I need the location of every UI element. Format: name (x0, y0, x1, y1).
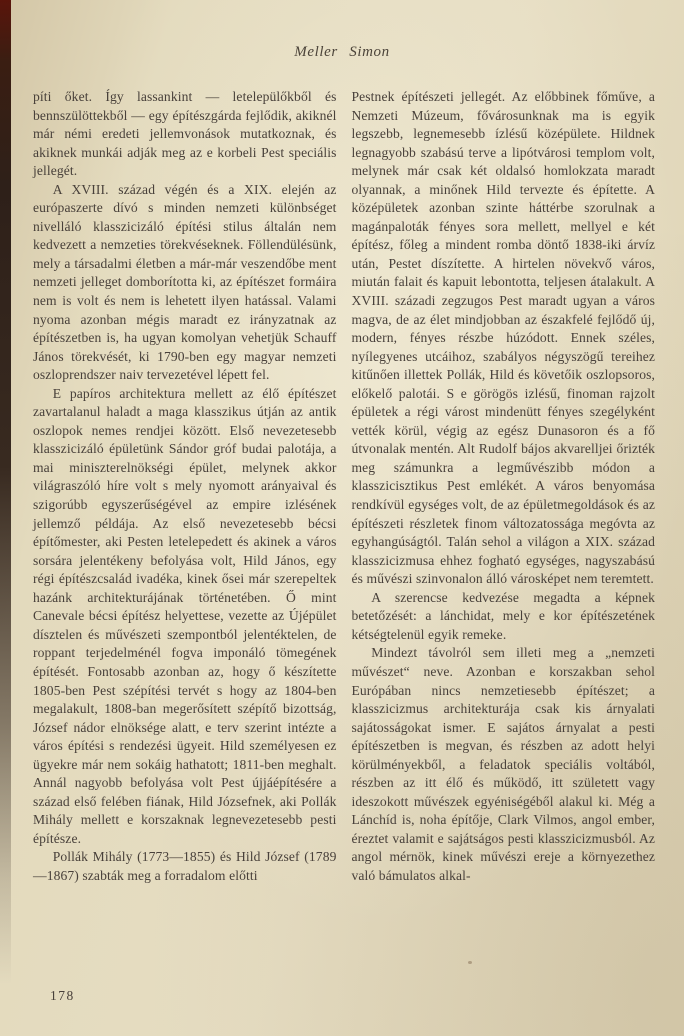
paragraph: A szerencse kedvezése megadta a képnek betetőzését: a lánchidat, mely e kor építészetének kétségtelenül egyik remeke. (351, 589, 655, 642)
running-header: Meller Simon (294, 44, 390, 60)
text-column-right (352, 88, 656, 886)
paragraph: Pestnek építészeti jellegét. Az előbbinek főműve, a Nemzeti Múzeum, fővárosunknak ma is egyik legszebb, legnemesebb ízlésű középülete. Hildnek legnagyobb szabású terve a lipótvárosi templom volt, melynek már csak két oldalsó homlokzata maradt olyannak, a minőnek Hild tervezte és építette. A középületek azonban szinte háttérbe szorulnak a magánpaloták fényes sora mellett, mellyel e két építész, főleg a mindent romba döntő 1838-iki árvíz után, Pestet díszítette. A hirtelen növekvő város, miután falait és kapuit lebontotta, teljesen átalakult. A XVIII. századi zegzugos Pest maradt ugyan a város magva, de az élet mindjobban az északfelé fejlődő új, modern, fényes részbe húzódott. Ennek széles, nyílegyenes utcáihoz, szabályos négyszögű tereihez kitűnően illettek Pollák, Hild és követőik oszlopsoros, előkelő palotái. S e görögös izlésű, finoman rajzolt épületek a régi várost mindenütt fényes szegélyként vették körül, végig az egész Dunasoron és a fő útvonalak mentén. Alt Rudolf bájos akvarelljei őrizték meg számunkra a legművészibb módon a klasszicisztikus Pest emlékét. A város benyomása rendkívül egységes volt, de az épületmegoldások és az építészeti részletek finom változatossága megóvta az egyhangúságtól. Talán sehol a világon a XIX. század klasszicizmusa ehhez fogható egységes, nagyszabású és művészi szinvonalon álló városképet nem teremtett. (351, 89, 655, 587)
text-body (0, 61, 684, 886)
page-number: 178 (50, 988, 75, 1003)
paper-speck (464, 842, 467, 845)
paragraph: píti őket. Így lassankint — letelepülőkből és bennszülöttekből — egy építészgárda fejlődik, akiknél már némi eredeti jellemvonások mutatkoznak, és akiknek munkái adják meg az e korbeli Pest speciális jellegét. (33, 89, 337, 179)
paragraph: A XVIII. század végén és a XIX. elején az európaszerte dívó s minden nemzeti különbséget nivelláló klasszicizáló építési stilus általán nem kedvezett a nemzeties törekvéseknek. Föllendülésünk, mely a társadalmi életben a már-már veszendőbe ment nemzeti jelleget domborította ki, az építészet formáira nem is volt és nem is lehetett ilyen hatással. Valami nyoma azonban mégis maradt ez irányzatnak az építészetben is, ha ugyan komolyan vehetjük Schauff János törekvését, ki 1790-ben egy magyar nemzeti oszloprendszer naiv tervezetével lépett fel. (33, 181, 337, 383)
paragraph: Mindezt távolról sem illeti meg a „nemzeti művészet“ neve. Azonban e korszakban sehol Európában nincs nemzetiesebb építészet; a klasszicizmus architekturája csak kis árnyalati sajátosságokat ismer. E sajátos árnyalat a pesti építészetben is megvan, és részben az adott helyi körülményekből, a feladatok speciális voltából, részben az itt élő és működő, itt született vagy ideszokott művészek egyéniségéből alakul ki. Még a Lánchíd is, noha építője, Clark Vilmos, angol ember, éreztet valamit e sajátságos pesti klasszicizmusból. Az angol mérnök, kinek művészi ereje a környezethez való bámulatos alkal- (351, 645, 655, 883)
paragraph: E papíros architektura mellett az élő építészet zavartalanul haladt a maga klasszikus útján az antik oszlopok nemes rendjei között. Első nevezetesebb klasszicizáló épületünk Sándor gróf budai palotája, a mai miniszterelnökségi épület, melynek akkor világraszóló híre volt s mely nyomott arányaival és szigorúbb egyszerűségével az empire izlésének jellemző példája. Az első nevezetesebb bécsi építőmester, aki Pesten letelepedett és akinek a város sorsára jelentékeny befolyása volt, Hild János, egy régi építészcsalád ivadéka, kinek ősei már szerepeltek hazánk architekturájának történetében. Ő mint Canevale bécsi építész helyettese, vezette az Újépület dísztelen és művészeti szempontból jelentéktelen, de roppant terjedelménél fogva imponáló tömegének építését. Fontosabb azonban az, hogy ő készítette 1805-ben Pest szépítési tervét s hogy az 1804-ben megalakult, 1808-ban megerősített szépítő bizottság, József nádor elnöksége alatt, e terv szerint intézte a város építési s rendezési ügyeit. Hild személyesen ez ügyekre már nem sokáig hathatott; 1811-ben meghalt. Annál nagyobb befolyása volt Pest újjáépítésére a század első felében fiának, Hild Józsefnek, aki Pollák Mihály mellett e korszaknak legnevezetesebb pesti építésze. (33, 385, 337, 846)
paper-speck (468, 961, 472, 964)
text-column-left (33, 88, 337, 886)
paragraph: Pollák Mihály (1773—1855) és Hild József (1789—1867) szabták meg a forradalom előtti (33, 849, 337, 883)
